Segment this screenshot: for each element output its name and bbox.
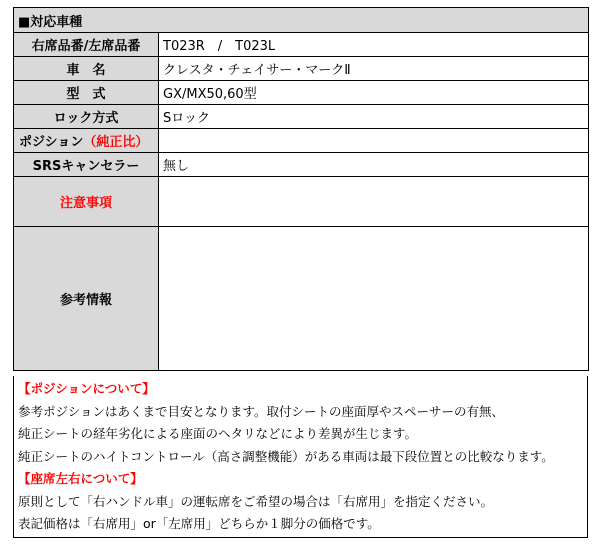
caution-value — [159, 177, 589, 227]
model-row — [14, 81, 589, 105]
position-note-line-2: 純正シートの経年劣化による座面のヘタリなどにより差異が生じます。 — [18, 426, 418, 441]
seat-notes-title: 【座席左右について】 — [18, 471, 143, 486]
srs-label: SRSキャンセラー — [14, 153, 159, 177]
part-number-row — [14, 33, 589, 57]
seat-note-line-2: 表記価格は「右席用」or「左席用」どちらか１脚分の価格です。 — [18, 516, 380, 531]
seat-note-line-1: 原則として「右ハンドル車」の運転席をご希望の場合は「右席用」を指定ください。 — [18, 493, 494, 509]
position-label-note: （純正比） — [83, 135, 149, 150]
car-name-label: 車 名 — [14, 57, 159, 81]
position-label: ポジション — [19, 135, 84, 150]
lock-value: Sロック — [159, 105, 589, 129]
notes-box — [13, 376, 588, 538]
car-name-row — [14, 57, 589, 81]
header-row — [14, 8, 589, 33]
reference-row — [14, 227, 589, 371]
part-number-label: 右席品番/左席品番 — [14, 33, 159, 57]
lock-label: ロック方式 — [14, 105, 159, 129]
position-note-line-3: 純正シートのハイトコントロール（高さ調整機能）がある車両は最下段位置との比較なります。 — [18, 448, 554, 464]
model-value: GX/MX50,60型 — [159, 81, 589, 105]
srs-row — [14, 153, 589, 177]
position-note-line-1: 参考ポジションはあくまで目安となります。取付シートの座面厚やスペーサーの有無、 — [18, 403, 504, 419]
position-label-cell — [14, 129, 159, 153]
position-value — [159, 129, 589, 153]
compatible-vehicle-table — [13, 7, 589, 371]
caution-label: 注意事項 — [14, 177, 159, 227]
model-label: 型 式 — [14, 81, 159, 105]
caution-row — [14, 177, 589, 227]
srs-value: 無し — [159, 153, 589, 177]
part-number-value: T023R / T023L — [159, 33, 589, 57]
reference-label: 参考情報 — [14, 227, 159, 371]
table-title: ■対応車種 — [14, 8, 589, 33]
position-notes-title: 【ポジションについて】 — [18, 381, 155, 396]
reference-value — [159, 227, 589, 371]
position-row — [14, 129, 589, 153]
car-name-value: クレスタ・チェイサー・マークⅡ — [159, 57, 589, 81]
lock-row — [14, 105, 589, 129]
